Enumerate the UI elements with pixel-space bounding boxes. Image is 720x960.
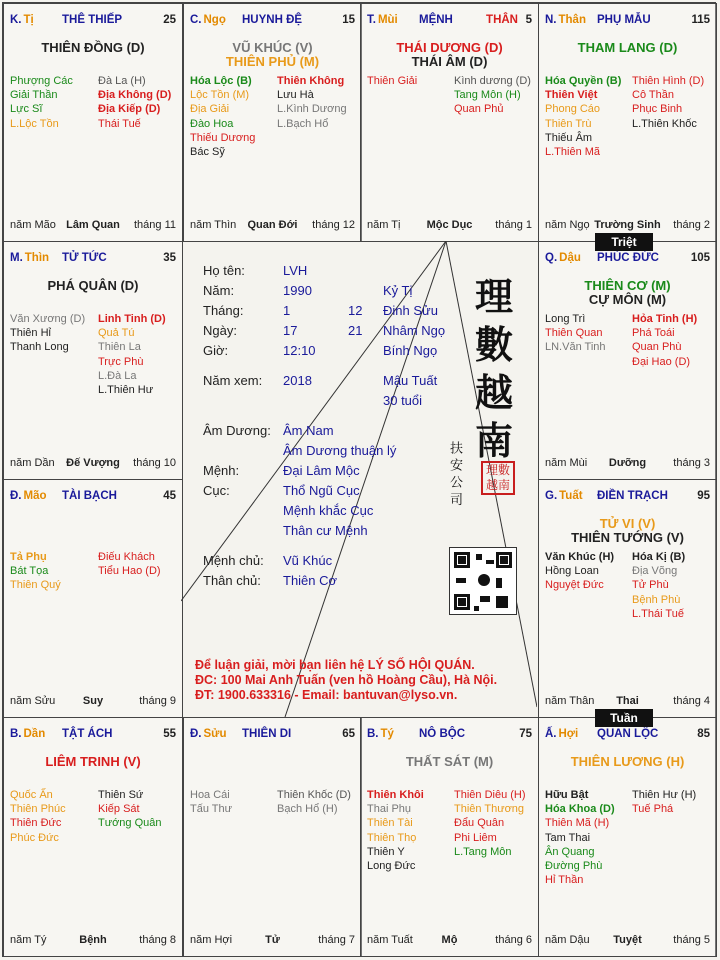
star-item: Đường Phù — [545, 860, 603, 873]
palace-number: 55 — [163, 728, 176, 740]
star-item: Lộc Tồn (M) — [190, 89, 250, 102]
star-item: LN.Văn Tinh — [545, 341, 606, 354]
amduong-label: Âm Dương: — [203, 423, 271, 438]
menhchu-value: Vũ Khúc — [283, 553, 333, 568]
star-item: Thiên Y — [367, 845, 405, 858]
main-star: THAM LANG (D) — [577, 40, 678, 55]
star-item: L.Bạch Hổ — [277, 117, 329, 130]
palace-footer — [367, 934, 532, 948]
palace-name: TẬT ÁCH — [62, 728, 113, 740]
day-value: 17 — [283, 323, 298, 338]
footer-year: năm Dậu — [545, 934, 590, 946]
star-item: Thiên Không — [277, 75, 345, 87]
palace-name: NÔ BỘC — [419, 728, 465, 740]
palace-stem: K. — [10, 14, 22, 26]
star-item: Tam Thai — [545, 831, 591, 844]
star-item: Bác Sỹ — [190, 146, 225, 159]
footer-year: năm Tị — [367, 219, 401, 231]
star-item: Tử Phù — [632, 579, 669, 592]
star-item: Quan Phủ — [454, 103, 504, 116]
palace-number: 45 — [163, 490, 176, 502]
palace-number: 65 — [342, 728, 355, 740]
footer-stage: Tuyệt — [613, 934, 642, 946]
star-item: Tuế Phá — [632, 803, 674, 816]
palace-footer — [190, 219, 355, 233]
palace-number: 105 — [690, 252, 710, 264]
star-item: Phục Binh — [632, 103, 683, 116]
cuc-label: Cục: — [203, 483, 230, 498]
star-item: Hóa Quyền (B) — [545, 75, 622, 87]
palace-header — [10, 252, 176, 266]
star-item: Thanh Long — [10, 341, 69, 354]
palace-name: THIÊN DI — [242, 728, 292, 740]
palace-stem: Đ. — [190, 728, 202, 740]
star-item: Thiên Tài — [367, 817, 413, 830]
star-item: Hóa Khoa (D) — [545, 803, 615, 816]
contact-line: Để luận giải, mời bạn liên hệ LÝ SỐ HỘI QUÁN. — [195, 658, 475, 672]
hour-label: Giờ: — [203, 343, 229, 358]
palace-cell[interactable] — [183, 3, 362, 242]
right-stars — [277, 788, 351, 816]
star-item: Bát Tọa — [10, 565, 49, 578]
main-star: THIÊN LƯƠNG (H) — [570, 754, 685, 769]
left-stars — [367, 788, 424, 873]
day-can: Nhâm Ngọ — [383, 323, 446, 338]
star-item: Thiên Sứ — [98, 789, 144, 801]
palace-branch: Thân — [558, 14, 586, 26]
palace-name: THÊ THIẾP — [62, 14, 123, 26]
palace-name: PHÚC ĐỨC — [597, 252, 659, 264]
main-star: THIÊN PHỦ (M) — [225, 54, 320, 69]
palace-header — [190, 728, 355, 742]
palace-stem: Đ. — [10, 490, 22, 502]
star-item: L.Kình Dương — [277, 103, 347, 116]
star-item: Văn Khúc (H) — [545, 551, 615, 563]
star-item: Đà La (H) — [98, 75, 146, 87]
star-item: Phi Liêm — [454, 831, 497, 844]
star-item: Hóa Kị (B) — [632, 551, 686, 563]
cuc-note: Mệnh khắc Cục — [283, 503, 374, 518]
palace-branch: Sửu — [203, 728, 227, 740]
palace-cell[interactable] — [538, 479, 717, 718]
star-item: Thiên Trù — [545, 117, 592, 130]
star-item: Trực Phù — [98, 355, 144, 368]
palace-header — [545, 252, 710, 266]
right-stars — [632, 312, 697, 369]
main-star: THẤT SÁT (M) — [405, 754, 494, 769]
star-item: Thiên Giải — [367, 75, 418, 87]
tuan-tag: Tuần — [595, 709, 653, 727]
view-year-value: 2018 — [283, 373, 312, 388]
amduong-note: Âm Dương thuận lý — [283, 443, 397, 458]
footer-month: tháng 3 — [673, 457, 710, 469]
star-item: Tiểu Hao (D) — [98, 565, 161, 578]
palace-number: 15 — [342, 14, 355, 26]
star-item: Thiên Diêu (H) — [454, 789, 526, 801]
palace-number: 35 — [163, 252, 176, 264]
star-item: Lưu Hà — [277, 89, 314, 102]
footer-year: năm Dần — [10, 457, 55, 469]
footer-month: tháng 9 — [139, 695, 176, 707]
right-stars — [632, 550, 685, 621]
star-item: Phong Cáo — [545, 103, 601, 116]
right-stars — [632, 74, 704, 131]
contact-address: ĐC: 100 Mai Anh Tuấn (ven hồ Hoàng Cầu), Hà Nội. — [195, 673, 498, 687]
amduong-value: Âm Nam — [283, 423, 334, 438]
star-item: L.Thiên Hư — [98, 384, 154, 397]
star-item: Thai Phụ — [367, 803, 412, 816]
left-stars — [545, 74, 621, 159]
thanchu-value: Thiên Cơ — [283, 573, 338, 588]
star-item: Phượng Các — [10, 75, 73, 87]
footer-year: năm Tuất — [367, 934, 413, 946]
star-item: Ân Quang — [545, 845, 595, 858]
palace-header — [367, 728, 532, 742]
right-stars — [98, 788, 162, 831]
footer-month: tháng 5 — [673, 934, 710, 946]
footer-year: năm Thìn — [190, 219, 237, 231]
palace-footer — [190, 934, 355, 948]
qr-code[interactable] — [449, 547, 517, 615]
palace-branch: Tý — [380, 728, 394, 740]
footer-stage: Tử — [265, 934, 280, 946]
footer-stage: Trường Sinh — [594, 219, 661, 231]
palace-footer — [10, 934, 176, 948]
menh-label: Mệnh: — [203, 463, 240, 478]
view-year-label: Năm xem: — [203, 373, 263, 388]
palace-cell[interactable] — [3, 479, 183, 718]
palace-name: QUAN LỘC — [597, 728, 659, 740]
left-stars — [545, 788, 615, 887]
palace-branch: Ngọ — [203, 14, 226, 26]
footer-month: tháng 7 — [318, 934, 355, 946]
palace-header — [10, 490, 176, 504]
palace-branch: Dậu — [559, 252, 581, 264]
palace-header — [10, 728, 176, 742]
palace-header — [545, 14, 710, 28]
day-lunar: 21 — [348, 323, 363, 338]
star-item: Hỏa Tinh (H) — [632, 313, 698, 325]
star-item: Phúc Đức — [10, 831, 59, 844]
star-item: Cô Thần — [632, 89, 674, 102]
star-item: Thiên Khôi — [367, 789, 424, 801]
main-star: TỬ VI (V) — [599, 516, 656, 531]
star-item: Tả Phụ — [10, 551, 47, 563]
left-stars — [10, 550, 61, 593]
star-item: Đào Hoa — [190, 117, 234, 130]
logo-char: 越 — [474, 370, 513, 415]
palace-cell[interactable] — [3, 241, 183, 480]
star-item: Tang Môn (H) — [454, 89, 521, 102]
year-can: Kỷ Tị — [383, 283, 413, 298]
red-seal: 理數 越南 — [481, 461, 515, 495]
day-label: Ngày: — [203, 323, 237, 338]
cuc-value: Thổ Ngũ Cục — [283, 483, 360, 498]
hour-can: Bính Ngọ — [383, 343, 438, 358]
footer-month: tháng 1 — [495, 219, 532, 231]
footer-stage: Lâm Quan — [66, 219, 120, 231]
palace-branch: Dần — [23, 728, 46, 740]
star-item: Đẩu Quân — [454, 817, 505, 830]
right-stars — [454, 788, 526, 859]
palace-cell[interactable] — [538, 3, 717, 242]
palace-branch: Hợi — [558, 728, 579, 740]
star-item: L.Lộc Tồn — [10, 117, 59, 130]
star-item: Thiên Phúc — [10, 803, 66, 816]
palace-branch: Thìn — [24, 252, 50, 264]
right-stars — [454, 74, 531, 117]
footer-stage: Quan Đới — [247, 219, 298, 231]
palace-stem: B. — [10, 728, 22, 740]
right-stars — [98, 312, 166, 397]
year-label: Năm: — [203, 283, 235, 298]
star-item: Địa Không (D) — [98, 89, 172, 102]
palace-branch: Tị — [23, 14, 34, 26]
menh-value: Đại Lâm Mộc — [283, 463, 360, 478]
footer-month: tháng 6 — [495, 934, 532, 946]
triet-tag: Triệt — [595, 233, 653, 251]
thanchu-label: Thân chủ: — [203, 573, 261, 588]
star-item: Thiên Thương — [454, 803, 525, 816]
palace-number: 95 — [697, 490, 710, 502]
footer-stage: Bệnh — [79, 934, 107, 946]
star-item: Thiên La — [98, 341, 141, 354]
month-value: 1 — [283, 303, 291, 318]
star-item: Nguyệt Đức — [545, 579, 604, 592]
palace-number: 25 — [163, 14, 176, 26]
than-note: Thân cư Mệnh — [283, 523, 368, 538]
palace-branch: Tuất — [559, 490, 583, 502]
name-value: LVH — [283, 263, 308, 278]
palace-footer — [545, 457, 710, 471]
palace-cell[interactable] — [360, 717, 539, 957]
star-item: Thiên Quan — [545, 327, 603, 340]
palace-footer — [545, 695, 710, 709]
palace-branch: Mão — [23, 490, 47, 502]
left-stars — [367, 74, 417, 88]
palace-name: ĐIỀN TRẠCH — [597, 490, 668, 502]
footer-stage: Dưỡng — [608, 457, 647, 469]
palace-cell[interactable] — [538, 717, 717, 957]
contact-phone-email: ĐT: 1900.633316 - Email: bantuvan@lyso.vn. — [195, 688, 458, 702]
left-stars — [10, 312, 85, 355]
star-item: Quốc Ấn — [10, 789, 53, 801]
palace-footer — [545, 934, 710, 948]
palace-stem: Q. — [545, 252, 558, 264]
palace-footer — [10, 457, 176, 471]
left-stars — [10, 74, 73, 131]
star-item: L.Thiên Mã — [545, 146, 601, 159]
menhchu-label: Mệnh chủ: — [203, 553, 264, 568]
left-stars — [190, 788, 232, 816]
palace-footer — [10, 219, 176, 233]
star-item: Thiên Hình (D) — [632, 75, 705, 87]
palace-header — [545, 490, 710, 504]
main-star: THÁI DƯƠNG (D) — [396, 40, 503, 55]
star-item: Linh Tinh (D) — [98, 313, 166, 325]
palace-name: TÀI BẠCH — [62, 490, 117, 502]
main-star: THIÊN TƯỚNG (V) — [571, 530, 684, 545]
footer-month: tháng 11 — [133, 219, 176, 231]
logo-side-text: 扶 安 公 司 — [447, 441, 462, 506]
footer-month: tháng 12 — [312, 219, 355, 231]
palace-name: PHỤ MẪU — [597, 14, 651, 26]
star-item: Thiên Hỉ — [10, 327, 51, 340]
star-item: Tấu Thư — [190, 803, 233, 816]
palace-stem: G. — [545, 490, 558, 502]
palace-footer — [367, 219, 532, 233]
star-item: Hữu Bật — [545, 789, 589, 801]
right-stars — [98, 550, 161, 578]
age-value: 30 tuổi — [383, 393, 423, 408]
palace-number: 75 — [519, 728, 532, 740]
palace-number: 85 — [697, 728, 710, 740]
star-item: Hoa Cái — [190, 789, 230, 801]
right-stars — [98, 74, 171, 131]
palace-cell[interactable] — [3, 3, 183, 242]
main-star: VŨ KHÚC (V) — [232, 40, 313, 55]
star-item: Lực Sĩ — [10, 103, 43, 116]
star-item: Kình dương (D) — [454, 75, 531, 87]
palace-stem: N. — [545, 14, 557, 26]
footer-stage: Suy — [82, 695, 104, 707]
main-star: THIÊN CƠ (M) — [584, 278, 671, 293]
month-label: Tháng: — [203, 303, 244, 318]
star-item: Thiên Đức — [10, 817, 62, 830]
left-stars — [10, 788, 66, 845]
footer-year: năm Sửu — [10, 695, 56, 707]
footer-month: tháng 10 — [133, 457, 176, 469]
star-item: Thiếu Âm — [545, 131, 593, 144]
palace-cell[interactable] — [538, 241, 717, 480]
star-item: Tướng Quân — [98, 817, 162, 830]
footer-year: năm Mão — [10, 219, 56, 231]
main-star: THÁI ÂM (D) — [411, 54, 488, 69]
palace-footer — [545, 219, 710, 233]
logo-char: 數 — [474, 322, 513, 367]
left-stars — [545, 312, 606, 355]
left-stars — [545, 550, 614, 593]
star-item: Hỉ Thần — [545, 874, 584, 887]
palace-branch: Mùi — [377, 14, 398, 26]
left-stars — [190, 74, 255, 159]
star-item: Thiên Hư (H) — [632, 789, 697, 801]
right-stars — [277, 74, 347, 131]
palace-stem: Ấ. — [545, 728, 557, 740]
month-lunar: 12 — [348, 303, 363, 318]
star-item: Long Trì — [545, 313, 586, 325]
center-info-panel — [181, 241, 537, 717]
palace-number: 5 — [525, 14, 532, 26]
logo-char: 南 — [474, 418, 513, 463]
than-marker: THÂN — [486, 14, 518, 26]
footer-stage: Mộc Dục — [426, 219, 473, 231]
right-stars — [632, 788, 696, 816]
calligraphy-logo — [465, 273, 523, 465]
star-item: Quả Tú — [98, 327, 135, 340]
year-value: 1990 — [283, 283, 312, 298]
palace-cell[interactable] — [360, 3, 539, 242]
hour-value: 12:10 — [283, 343, 316, 358]
palace-cell[interactable] — [183, 717, 362, 957]
star-item: Bệnh Phù — [632, 593, 681, 606]
star-item: Thiên Thọ — [367, 831, 417, 844]
main-star: CỰ MÔN (M) — [588, 292, 667, 307]
palace-stem: C. — [190, 14, 202, 26]
star-item: Long Đức — [367, 860, 416, 873]
star-item: Thiên Quý — [10, 579, 61, 592]
palace-header — [10, 14, 176, 28]
footer-month: tháng 2 — [673, 219, 710, 231]
star-item: Đại Hao (D) — [632, 355, 691, 368]
star-item: Thiên Khốc (D) — [277, 789, 351, 801]
palace-cell[interactable] — [3, 717, 183, 957]
palace-number: 115 — [691, 14, 710, 26]
main-star: LIÊM TRINH (V) — [45, 754, 141, 769]
star-item: Điếu Khách — [98, 551, 155, 563]
main-star: PHÁ QUÂN (D) — [47, 278, 139, 293]
name-label: Họ tên: — [203, 263, 245, 278]
footer-year: năm Thân — [545, 695, 595, 707]
star-item: Thái Tuế — [98, 117, 141, 130]
star-item: Quan Phù — [632, 341, 682, 354]
palace-stem: M. — [10, 252, 23, 264]
palace-name: HUYNH ĐỆ — [242, 14, 303, 26]
main-star: THIÊN ĐỒNG (D) — [41, 40, 145, 55]
footer-year: năm Mùi — [545, 457, 588, 469]
star-item: Hóa Lộc (B) — [190, 75, 252, 87]
star-item: Địa Kiếp (D) — [98, 103, 161, 116]
palace-header — [545, 728, 710, 742]
star-item: L.Thái Tuế — [632, 607, 684, 620]
star-item: Giải Thần — [10, 89, 58, 102]
star-item: Địa Võng — [632, 565, 678, 578]
footer-stage: Mộ — [441, 934, 458, 946]
star-item: Phá Toái — [632, 327, 675, 340]
footer-year: năm Hợi — [190, 934, 233, 946]
star-item: Địa Giải — [190, 103, 230, 116]
logo-char: 理 — [474, 274, 513, 319]
footer-stage: Thai — [616, 695, 639, 707]
star-item: Kiếp Sát — [98, 803, 140, 816]
palace-stem: B. — [367, 728, 379, 740]
star-item: Thiếu Dương — [190, 131, 256, 144]
star-item: L.Thiên Khốc — [632, 117, 697, 130]
star-item: L.Tang Môn — [454, 845, 512, 858]
footer-stage: Đế Vượng — [66, 457, 120, 469]
palace-name: TỬ TỨC — [62, 252, 107, 264]
palace-header — [367, 14, 532, 28]
footer-month: tháng 8 — [139, 934, 176, 946]
footer-year: năm Ngọ — [545, 219, 590, 231]
footer-month: tháng 4 — [673, 695, 710, 707]
palace-stem: T. — [367, 14, 376, 26]
star-item: Văn Xương (D) — [10, 313, 86, 325]
star-item: Thiên Việt — [545, 89, 598, 102]
palace-header — [190, 14, 355, 28]
star-item: Hồng Loan — [545, 565, 599, 578]
contact-block — [195, 658, 535, 703]
star-item: Bạch Hổ (H) — [277, 803, 338, 816]
star-item: L.Đà La — [98, 369, 137, 382]
star-item: Thiên Mã (H) — [545, 817, 610, 830]
palace-footer — [10, 695, 176, 709]
month-can: Đinh Sửu — [383, 303, 438, 318]
view-year-can: Mậu Tuất — [383, 373, 438, 388]
footer-year: năm Tý — [10, 934, 47, 946]
palace-name: MỆNH — [419, 14, 453, 26]
